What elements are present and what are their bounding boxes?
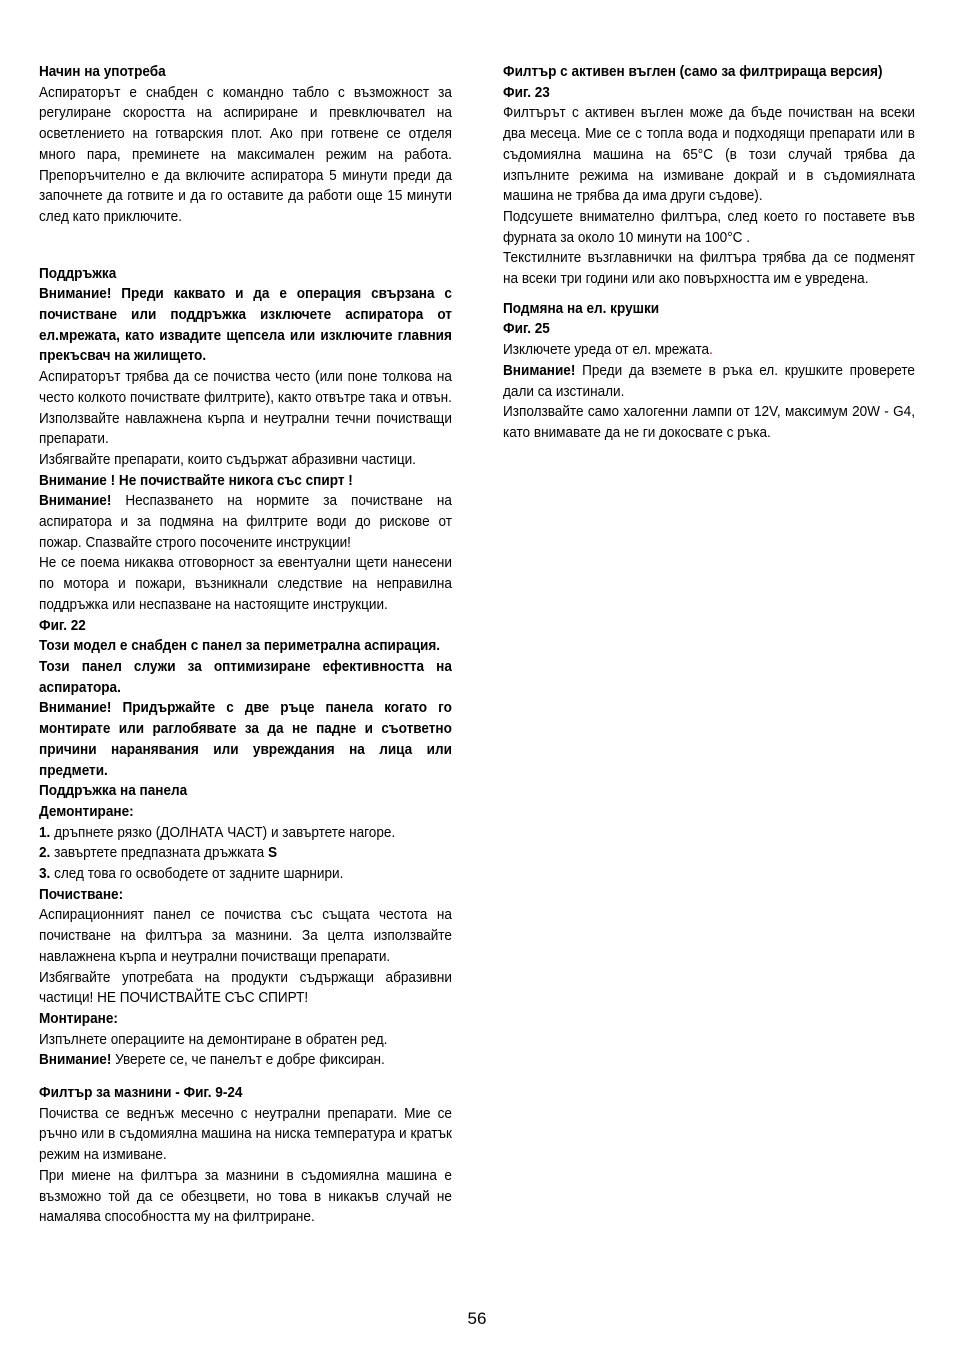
bulb-warning [503, 361, 915, 402]
step-text: дръпнете рязко (ДОЛНАТА ЧАСТ) и завъртете нагоре. [50, 824, 396, 841]
grease-filter-paragraph-1: Почиства се веднъж месечно с неутрални препарати. Мие се ръчно или в съдомиялна машина на ниска температура и кратък режим на измиване. [39, 1105, 452, 1164]
mount-warning [39, 1050, 452, 1071]
step-text: след това го освободете от задните шарнири. [50, 866, 344, 883]
carbon-filter-paragraph-2: Подсушете внимателно филтъра, след което го поставете във фурната за около 10 минути на 100°C . [503, 208, 915, 246]
usage-heading: Начин на употреба [39, 64, 166, 80]
red-dot: . [709, 342, 713, 359]
usage-paragraph: Аспираторът е снабден с командно табло с възможност за регулиране скоростта на аспириране и превключвател на осветлението на готварския плот. Ако при готвене се отделя много пара, преминете на максимален режим на работа. Препоръчително е да включите аспиратора 5 минути преди да започнете да готвите и да го оставите да работи още 15 минути след като приключите. [39, 84, 452, 225]
liability-paragraph: Не се поема никаква отговорност за евентуални щети нанесени по мотора и пожари, възникнали следствие на неправилна поддръжка или неспазване на настоящите инструкции. [39, 555, 452, 613]
mount-heading: Монтиране: [39, 1010, 118, 1027]
maintenance-warning: Внимание! Преди каквато и да е операция свързана с почистване или поддръжка изключете аспиратора от ел.мрежата, като извадите щепсела или изключите главния прекъсвач на жилището. [39, 286, 452, 365]
carbon-filter-heading: Филтър с активен въглен (само за филтрираща версия) [503, 64, 883, 80]
dismount-heading: Демонтиране: [39, 803, 134, 820]
bulb-paragraph-1 [503, 340, 915, 361]
warning-text: Уверете се, че панелът е добре фиксиран. [111, 1052, 385, 1069]
fire-risk-warning [39, 491, 452, 553]
cleaning-heading: Почистване: [39, 886, 124, 903]
maintenance-heading: Поддръжка [39, 265, 117, 282]
figure-23-label: Фиг. 23 [503, 84, 550, 101]
step-text: завъртете предпазната дръжката [50, 845, 268, 862]
grease-filter-paragraph-2: При миене на филтъра за мазнини в съдомиялна машина е възможно той да се обезцвети, но това в никакъв случай не намалява способността му на филтриране. [39, 1167, 452, 1226]
figure-25-label: Фиг. 25 [503, 321, 550, 338]
step-number: 1. [39, 824, 51, 841]
page-number-text: 56 [467, 1309, 487, 1328]
panel-paragraph-3: Внимание! Придържайте с две ръце панела когато го монтирате или раглобявате за да не падне и съответно причини наранявания или увреждания на лица или предмети. [39, 700, 452, 779]
warning-text: Преди да вземете в ръка ел. крушките проверете дали са изстинали. [503, 362, 915, 400]
bulb-paragraph-2: Използвайте само халогенни лампи от 12V, максимум 20W - G4, като внимавате да не ги докосвате с ръка. [503, 404, 915, 441]
panel-paragraph-1: Този модел е снабден с панел за периметрална аспирация. [39, 638, 441, 655]
grease-filter-heading: Филтър за мазнини - Фиг. 9-24 [39, 1085, 243, 1102]
maintenance-abrasive-note: Избягвайте препарати, които съдържат абразивни частици. [39, 451, 416, 468]
carbon-filter-paragraph-3: Текстилните възглавнички на филтъра трябва да се подменят на всеки три години или ако повърхността им е увредена. [503, 250, 915, 288]
panel-maintenance-heading: Поддръжка на панела [39, 783, 188, 800]
step-number: 3. [39, 866, 51, 883]
warning-label: Внимание! [39, 493, 112, 510]
right-column [503, 62, 915, 444]
bulb-text: Изключете уреда от ел. мрежата [503, 342, 710, 359]
left-column [39, 62, 452, 1228]
carbon-filter-paragraph-1: Филтърът с активен въглен може да бъде почистван на всеки два месеца. Мие се с топла вода и подходящи препарати или в съдомиялна машина на 65°C (в този случай трябва да изпълните режима на измиване докрай и в съдомиялната машина не трябва да има други съдове). [503, 105, 915, 205]
maintenance-paragraph: Аспираторът трябва да се почиства често (или поне толкова на често колкото почиствате филтрите), както отвътре така и отвън. Използвайте навлажнена кърпа и неутрални течни почистващи препарати. [39, 369, 452, 448]
figure-22-label: Фиг. 22 [39, 617, 86, 634]
page-number [0, 1309, 954, 1329]
handle-letter: S [267, 845, 278, 862]
dismount-step-1 [39, 823, 452, 844]
warning-label: Внимание! [39, 1052, 112, 1069]
dismount-step-2 [39, 843, 452, 864]
cleaning-paragraph-1: Аспирационният панел се почиства със същата честота на почистване на филтъра за мазнини. За целта използвайте навлажнена кърпа и неутрални почистващи препарати. [39, 907, 452, 965]
mount-paragraph: Изпълнете операциите на демонтиране в обратен ред. [39, 1031, 388, 1048]
no-alcohol-warning: Внимание ! Не почиствайте никога със спирт ! [39, 472, 353, 489]
bulb-replacement-heading: Подмяна на ел. крушки [503, 300, 660, 317]
panel-paragraph-2: Този панел служи за оптимизиране ефективността на аспиратора. [39, 658, 452, 696]
warning-text: Неспазването на нормите за почистване на аспиратора и за подмяна на филтрите води до рискове от пожар. Спазвайте строго посочените инструкции! [39, 493, 452, 551]
cleaning-paragraph-2: Избягвайте употребата на продукти съдържащи абразивни частици! НЕ ПОЧИСТВАЙТЕ СЪС СПИРТ! [39, 969, 452, 1007]
step-number: 2. [39, 845, 51, 862]
warning-label: Внимание! [503, 362, 576, 379]
dismount-step-3 [39, 864, 452, 885]
